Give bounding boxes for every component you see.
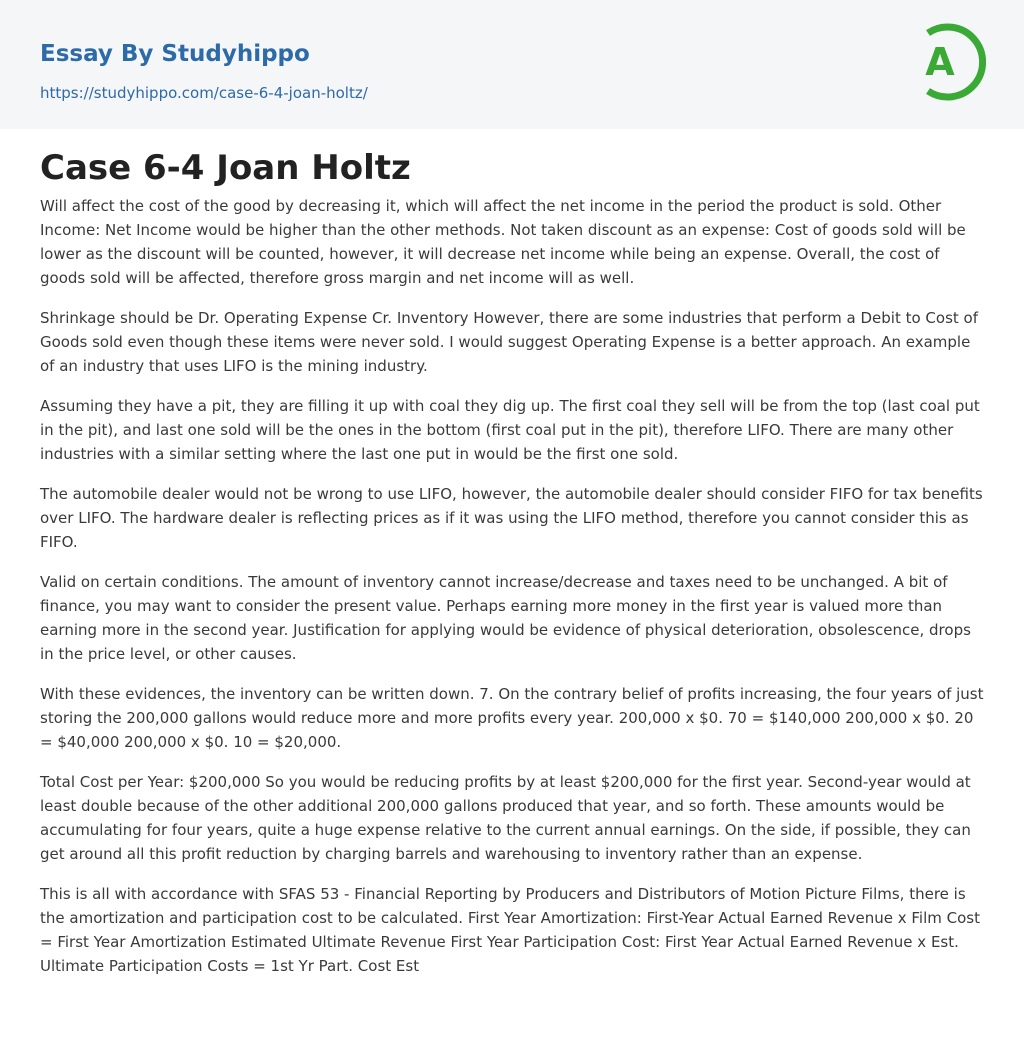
paragraph: This is all with accordance with SFAS 53 - Financial Reporting by Producers and Distributors of Motion Picture Films, there is the amortization and participation cost to be calculated. First Year Amortization: First-Year Actual Earned Revenue x Film Cost = First Year Amortization Estimated Ultimate Revenue First Year Participation Cost: First Year Actual Earned Revenue x Est. Ultimate Participation Costs = 1st Yr Part. Cost Est xyxy=(40,885,980,975)
page-title: Case 6-4 Joan Holtz xyxy=(40,148,411,188)
paragraph: The automobile dealer would not be wrong to use LIFO, however, the automobile dealer should consider FIFO for tax benefits over LIFO. The hardware dealer is reflecting prices as if it was using the LIFO method, therefore you cannot consider this as FIFO. xyxy=(40,485,983,551)
source-url-link[interactable]: https://studyhippo.com/case-6-4-joan-holtz/ xyxy=(40,84,368,102)
logo-letter: A xyxy=(925,40,955,84)
brand-title[interactable]: Essay By Studyhippo xyxy=(40,41,310,67)
studyhippo-logo-icon[interactable] xyxy=(912,19,986,105)
paragraph: With these evidences, the inventory can be written down. 7. On the contrary belief of profits increasing, the four years of just storing the 200,000 gallons would reduce more and more profits every year. 200,000 x $0. 70 = $140,000 200,000 x $0. 20 = $40,000 200,000 x $0. 10 = $20,000. xyxy=(40,685,984,751)
paragraph: Valid on certain conditions. The amount of inventory cannot increase/decrease and taxes need to be unchanged. A bit of finance, you may want to consider the present value. Perhaps earning more money in the first year is valued more than earning more in the second year. Justification for applying would be evidence of physical deterioration, obsolescence, drops in the price level, or other causes. xyxy=(40,573,971,663)
paragraph: Assuming they have a pit, they are filling it up with coal they dig up. The first coal they sell will be from the top (last coal put in the pit), and last one sold will be the ones in the bottom (first coal put in the pit), therefore LIFO. There are many other industries with a similar setting where the last one put in would be the first one sold. xyxy=(40,397,980,463)
paragraph: Will affect the cost of the good by decreasing it, which will affect the net income in the period the product is sold. Other Income: Net Income would be higher than the other methods. Not taken discount as an expense: Cost of goods sold will be lower as the discount will be counted, however, it will decrease net income while being an expense. Overall, the cost of goods sold will be affected, therefore gross margin and net income will as well. xyxy=(40,197,966,287)
paragraph: Shrinkage should be Dr. Operating Expense Cr. Inventory However, there are some industries that perform a Debit to Cost of Goods sold even though these items were never sold. I would suggest Operating Expense is a better approach. An example of an industry that uses LIFO is the mining industry. xyxy=(40,309,979,375)
essay-body xyxy=(40,194,988,994)
paragraph: Total Cost per Year: $200,000 So you would be reducing profits by at least $200,000 for the first year. Second-year would at least double because of the other additional 200,000 gallons produced that year, and so forth. These amounts would be accumulating for four years, quite a huge expense relative to the current annual earnings. On the side, if possible, they can get around all this profit reduction by charging barrels and warehousing to inventory rather than an expense. xyxy=(40,773,971,863)
